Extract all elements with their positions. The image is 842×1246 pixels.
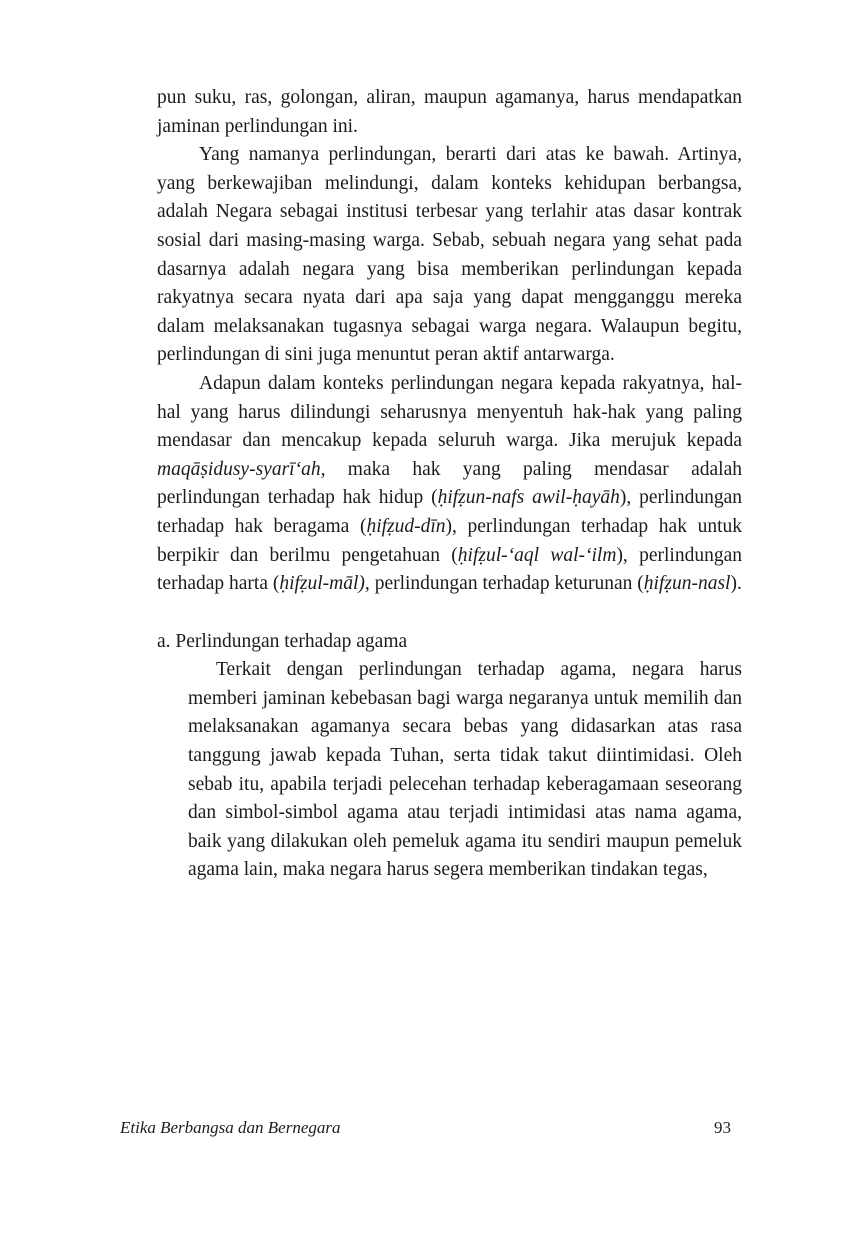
italic-text-run: ḥifẓud-dīn <box>366 515 446 537</box>
italic-text-run: ḥifẓul-‘aql wal-‘ilm <box>457 544 617 566</box>
italic-text-run: ḥifẓun-nafs awil-ḥayāh <box>437 487 620 509</box>
paragraph <box>157 141 742 370</box>
page-number: 93 <box>714 1118 731 1137</box>
text-run: ), perlindungan terhadap hak untuk berpikir dan berilmu pengetahuan ( <box>157 515 742 566</box>
text-run: ). <box>730 573 742 595</box>
section-paragraphs <box>188 656 742 885</box>
text-run: Yang namanya perlindungan, berarti dari atas ke bawah. Artinya, yang berkewajiban melindungi, dalam konteks kehidupan berbangsa, adalah Negara sebagai institusi terbesar yang terlahir atas dasar kontrak sosial dari masing-masing warga. Sebab, sebuah negara yang sehat pada dasarnya adalah negara yang bisa memberikan perlindungan kepada rakyatnya secara nyata dari apa saja yang dapat mengganggu mereka dalam melaksanakan tugasnya sebagai warga negara. Walaupun begitu, perlindungan di sini juga menuntut peran aktif antarwarga. <box>157 144 742 366</box>
main-paragraphs <box>157 84 742 599</box>
text-run: maka hak yang paling mendasar adalah perlindungan terhadap hak hidup ( <box>157 458 742 509</box>
text-run: ), perlindungan terhadap harta ( <box>157 544 742 595</box>
italic-text-run: ḥifẓun-nasl <box>643 573 731 595</box>
running-title: Etika Berbangsa dan Bernegara <box>120 1118 341 1137</box>
paragraph <box>188 656 742 885</box>
text-run: Terkait dengan perlindungan terhadap agama, negara harus memberi jaminan kebebasan bagi warga negaranya untuk memilih dan melaksanakan agamanya secara bebas yang didasarkan atas rasa tanggung jawab kepada Tuhan, serta tidak takut diintimidasi. Oleh sebab itu, apabila terjadi pelecehan terhadap keberagamaan seseorang dan simbol-simbol agama atau terjadi intimidasi atas nama agama, baik yang dilakukan oleh pemeluk agama itu sendiri maupun pemeluk agama lain, maka negara harus segera memberikan tindakan tegas, <box>188 659 742 881</box>
italic-text-run: maqāṣidusy-syarī‘ah, <box>157 458 326 480</box>
section-heading: a. Perlindungan terhadap agama <box>157 630 408 652</box>
text-run: perlindungan terhadap keturunan ( <box>369 573 644 595</box>
paragraph <box>157 370 742 599</box>
page-body <box>157 84 742 885</box>
paragraph <box>157 84 742 141</box>
text-run: ), perlindungan terhadap hak beragama ( <box>157 487 742 537</box>
page-footer <box>120 1118 731 1138</box>
text-run: pun suku, ras, golongan, aliran, maupun agamanya, harus mendapatkan jaminan perlindungan ini. <box>157 87 742 137</box>
text-run: Adapun dalam konteks perlindungan negara kepada rakyatnya, hal-hal yang harus dilindungi seharusnya menyentuh hak-hak yang paling mendasar dan mencakup kepada seluruh warga. Jika merujuk kepada <box>157 372 742 452</box>
italic-text-run: ḥifẓul-māl), <box>279 573 370 595</box>
